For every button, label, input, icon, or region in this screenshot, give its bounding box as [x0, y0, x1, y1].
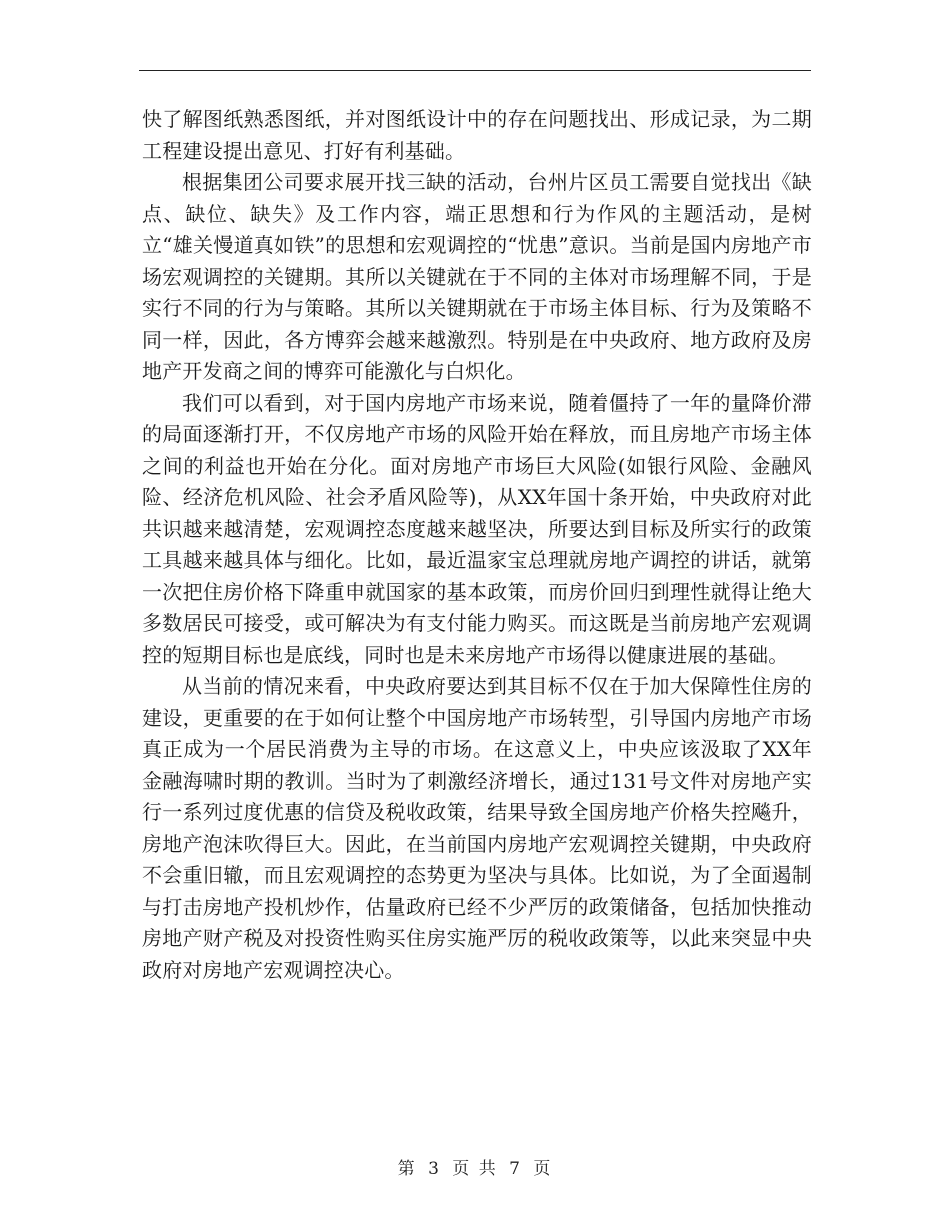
footer-middle: 页 共 [452, 1159, 498, 1179]
paragraph-4: 从当前的情况来看，中央政府要达到其目标不仅在于加大保障性住房的建设，更重要的在于如何让整个中国房地产市场转型，引导国内房地产市场真正成为一个居民消费为主导的市场。在这意义上，中央应该汲取了XX年金融海啸时期的教训。当时为了刺激经济增长，通过131号文件对房地产实行一系列过度优惠的信贷及税收政策，结果导致全国房地产价格失控飚升，房地产泡沫吹得巨大。因此，在当前国内房地产宏观调控关键期，中央政府不会重旧辙，而且宏观调控的态势更为坚决与具体。比如说，为了全面遏制与打击房地产投机炒作，估量政府已经不少严厉的政策储备，包括加快推动房地产财产税及对投资性购买住房实施严厉的税收政策等，以此来突显中央政府对房地产宏观调控决心。 [142, 674, 812, 982]
document-body [142, 104, 812, 986]
header-rule [139, 70, 811, 71]
footer-prefix: 第 [397, 1159, 417, 1179]
footer-total-pages: 7 [509, 1159, 522, 1179]
footer-suffix: 页 [533, 1159, 553, 1179]
paragraph-3: 我们可以看到，对于国内房地产市场来说，随着僵持了一年的量降价滞的局面逐渐打开，不仅房地产市场的风险开始在释放，而且房地产市场主体之间的利益也开始在分化。面对房地产市场巨大风险(如银行风险、金融风险、经济危机风险、社会矛盾风险等)，从XX年国十条开始，中央政府对此共识越来越清楚，宏观调控态度越来越坚决，所要达到目标及所实行的政策工具越来越具体与细化。比如，最近温家宝总理就房地产调控的讲话，就第一次把住房价格下降重申就国家的基本政策，而房价回归到理性就得让绝大多数居民可接受，或可解决为有支付能力购买。而这既是当前房地产宏观调控的短期目标也是底线，同时也是未来房地产市场得以健康进展的基础。 [142, 390, 812, 667]
paragraph-2: 根据集团公司要求展开找三缺的活动，台州片区员工需要自觉找出《缺点、缺位、缺失》及工作内容，端正思想和行为作风的主题活动，是树立“雄关慢道真如铁”的思想和宏观调控的“忧患”意识。当前是国内房地产市场宏观调控的关键期。其所以关键就在于不同的主体对市场理解不同，于是实行不同的行为与策略。其所以关键期就在于市场主体目标、行为及策略不同一样，因此，各方博弈会越来越激烈。特别是在中央政府、地方政府及房地产开发商之间的博弈可能激化与白炽化。 [142, 170, 812, 383]
page-footer [0, 1154, 950, 1179]
footer-page-number: 3 [428, 1159, 441, 1179]
paragraph-1: 快了解图纸熟悉图纸，并对图纸设计中的存在问题找出、形成记录，为二期工程建设提出意见、打好有利基础。 [142, 107, 812, 163]
